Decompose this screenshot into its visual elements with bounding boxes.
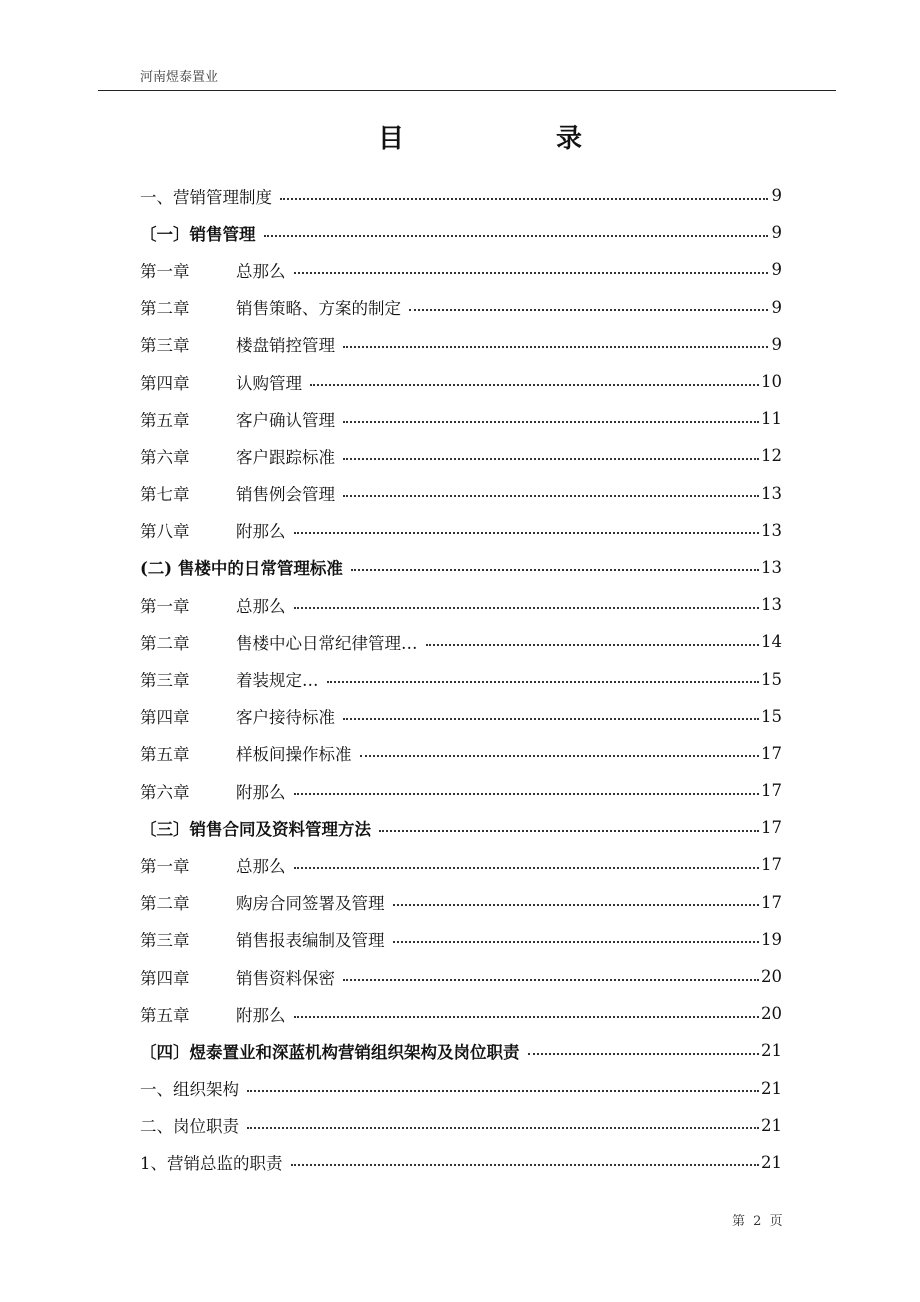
toc-entry-title: 样板间操作标准	[236, 745, 352, 765]
toc-chapter-label: 第三章	[140, 336, 190, 356]
toc-page-number: 12	[761, 446, 782, 466]
toc-chapter-label: 第三章	[140, 931, 190, 951]
toc-dot-leader	[351, 569, 759, 571]
toc-entry-title: 楼盘销控管理	[236, 336, 335, 356]
toc-entry-title: (二) 售楼中的日常管理标准	[140, 559, 343, 579]
toc-dot-leader	[294, 1016, 760, 1018]
toc-entry[interactable]	[140, 1032, 782, 1069]
toc-page-number: 10	[761, 372, 782, 392]
page-title	[0, 112, 920, 156]
toc-page-number: 21	[761, 1041, 782, 1061]
toc-entry-title: 一、组织架构	[140, 1080, 239, 1100]
toc-chapter-label: 第七章	[140, 485, 190, 505]
toc-chapter-label: 第四章	[140, 708, 190, 728]
toc-dot-leader	[291, 1164, 760, 1166]
toc-entry-title: 销售报表编制及管理	[236, 931, 385, 951]
toc-chapter-label: 第四章	[140, 373, 190, 393]
footer-page-number: 2	[753, 1214, 762, 1229]
toc-entry-title: 着装规定…	[236, 671, 319, 691]
toc-chapter-label: 第五章	[140, 410, 190, 430]
toc-page-number: 19	[761, 929, 782, 949]
toc-chapter-label: 第二章	[140, 299, 190, 319]
toc-entry-title: 销售例会管理	[236, 485, 335, 505]
toc-dot-leader	[294, 272, 769, 274]
toc-entry[interactable]	[140, 586, 782, 623]
toc-entry-title: 售楼中心日常纪律管理…	[236, 633, 418, 653]
toc-page-number: 17	[761, 743, 782, 763]
toc-entry[interactable]	[140, 772, 782, 809]
toc-entry-title: 附那么	[236, 782, 286, 802]
toc-chapter-label: 第八章	[140, 522, 190, 542]
toc-entry-title: 二、岗位职责	[140, 1117, 239, 1137]
toc-entry-title: 销售策略、方案的制定	[236, 299, 401, 319]
toc-entry-title: 〔四〕煜泰置业和深蓝机构营销组织架构及岗位职责	[140, 1042, 520, 1062]
toc-entry[interactable]	[140, 884, 782, 921]
toc-page-number: 11	[761, 409, 782, 429]
toc-entry[interactable]	[140, 326, 782, 363]
toc-entry[interactable]	[140, 623, 782, 660]
toc-page-number: 13	[761, 595, 782, 615]
toc-chapter-label: 第一章	[140, 856, 190, 876]
toc-page-number: 9	[771, 186, 782, 206]
toc-entry-title: 一、营销管理制度	[140, 187, 272, 207]
toc-entry-title: 附那么	[236, 522, 286, 542]
toc-entry[interactable]	[140, 475, 782, 512]
toc-entry[interactable]	[140, 660, 782, 697]
toc-page-number: 21	[761, 1078, 782, 1098]
toc-chapter-label: 第一章	[140, 596, 190, 616]
toc-dot-leader	[343, 495, 759, 497]
page-footer	[732, 1210, 787, 1229]
toc-entry-title: 总那么	[236, 596, 286, 616]
toc-dot-leader	[393, 904, 760, 906]
toc-entry[interactable]	[140, 437, 782, 474]
footer-prefix: 第	[732, 1214, 746, 1229]
toc-entry[interactable]	[140, 400, 782, 437]
toc-dot-leader	[294, 867, 760, 869]
toc-dot-leader	[343, 346, 768, 348]
toc-dot-leader	[528, 1053, 760, 1055]
toc-entry-title: 〔三〕销售合同及资料管理方法	[140, 819, 371, 839]
toc-page-number: 9	[771, 297, 782, 317]
toc-entry[interactable]	[140, 1070, 782, 1107]
toc-chapter-label: 第一章	[140, 261, 190, 281]
toc-dot-leader	[393, 941, 760, 943]
toc-entry[interactable]	[140, 698, 782, 735]
toc-entry[interactable]	[140, 289, 782, 326]
toc-chapter-label: 第二章	[140, 633, 190, 653]
toc-entry[interactable]	[140, 549, 782, 586]
footer-suffix: 页	[769, 1214, 783, 1229]
toc-entry[interactable]	[140, 809, 782, 846]
toc-entry-title: 认购管理	[236, 373, 302, 393]
toc-entry[interactable]	[140, 995, 782, 1032]
toc-page-number: 15	[761, 669, 782, 689]
toc-entry[interactable]	[140, 846, 782, 883]
header-rule	[98, 90, 836, 91]
toc-entry[interactable]	[140, 251, 782, 288]
toc-dot-leader	[343, 421, 759, 423]
page-title-char-1: 目	[378, 124, 405, 154]
toc-page-number: 13	[761, 520, 782, 540]
toc-page-number: 14	[761, 632, 782, 652]
toc-entry[interactable]	[140, 921, 782, 958]
toc-entry[interactable]	[140, 1144, 782, 1181]
toc-entry-title: 〔一〕销售管理	[140, 224, 256, 244]
toc-entry[interactable]	[140, 363, 782, 400]
toc-dot-leader	[294, 793, 760, 795]
toc-page-number: 17	[761, 892, 782, 912]
toc-dot-leader	[294, 607, 760, 609]
toc-dot-leader	[294, 532, 760, 534]
toc-page-number: 20	[761, 1004, 782, 1024]
toc-dot-leader	[310, 384, 759, 386]
toc-entry[interactable]	[140, 1107, 782, 1144]
toc-entry-title: 总那么	[236, 261, 286, 281]
toc-dot-leader	[426, 644, 760, 646]
toc-dot-leader	[247, 1127, 759, 1129]
toc-dot-leader	[280, 198, 768, 200]
toc-page-number: 17	[761, 781, 782, 801]
toc-page-number: 15	[761, 706, 782, 726]
toc-page-number: 17	[761, 855, 782, 875]
toc-chapter-label: 第五章	[140, 745, 190, 765]
toc-entry[interactable]	[140, 958, 782, 995]
toc-dot-leader	[264, 235, 769, 237]
toc-chapter-label: 第六章	[140, 782, 190, 802]
toc-page-number: 13	[761, 483, 782, 503]
toc-dot-leader	[343, 979, 759, 981]
toc-chapter-label: 第五章	[140, 1005, 190, 1025]
toc-dot-leader	[379, 830, 759, 832]
table-of-contents	[140, 177, 782, 1181]
toc-chapter-label: 第六章	[140, 447, 190, 467]
toc-entry-title: 总那么	[236, 856, 286, 876]
toc-page-number: 20	[761, 967, 782, 987]
toc-dot-leader	[247, 1090, 759, 1092]
toc-chapter-label: 第三章	[140, 671, 190, 691]
toc-entry-title: 客户跟踪标准	[236, 447, 335, 467]
toc-dot-leader	[343, 718, 759, 720]
toc-page-number: 13	[761, 557, 782, 577]
toc-dot-leader	[343, 458, 759, 460]
toc-page-number: 9	[771, 334, 782, 354]
toc-entry-title: 销售资料保密	[236, 968, 335, 988]
toc-page-number: 9	[771, 260, 782, 280]
toc-entry-title: 1、营销总监的职责	[140, 1154, 283, 1174]
toc-entry[interactable]	[140, 735, 782, 772]
toc-page-number: 21	[761, 1152, 782, 1172]
toc-dot-leader	[409, 309, 768, 311]
toc-entry-title: 客户接待标准	[236, 708, 335, 728]
toc-entry[interactable]	[140, 214, 782, 251]
toc-page-number: 21	[761, 1115, 782, 1135]
toc-dot-leader	[360, 755, 760, 757]
toc-entry-title: 客户确认管理	[236, 410, 335, 430]
toc-page-number: 17	[761, 818, 782, 838]
toc-chapter-label: 第四章	[140, 968, 190, 988]
toc-entry[interactable]	[140, 177, 782, 214]
toc-chapter-label: 第二章	[140, 894, 190, 914]
toc-page-number: 9	[771, 223, 782, 243]
toc-dot-leader	[327, 681, 760, 683]
page-title-char-2: 录	[556, 124, 583, 154]
toc-entry-title: 附那么	[236, 1005, 286, 1025]
header-company-name: 河南煜泰置业	[140, 70, 219, 85]
toc-entry-title: 购房合同签署及管理	[236, 894, 385, 914]
toc-entry[interactable]	[140, 512, 782, 549]
